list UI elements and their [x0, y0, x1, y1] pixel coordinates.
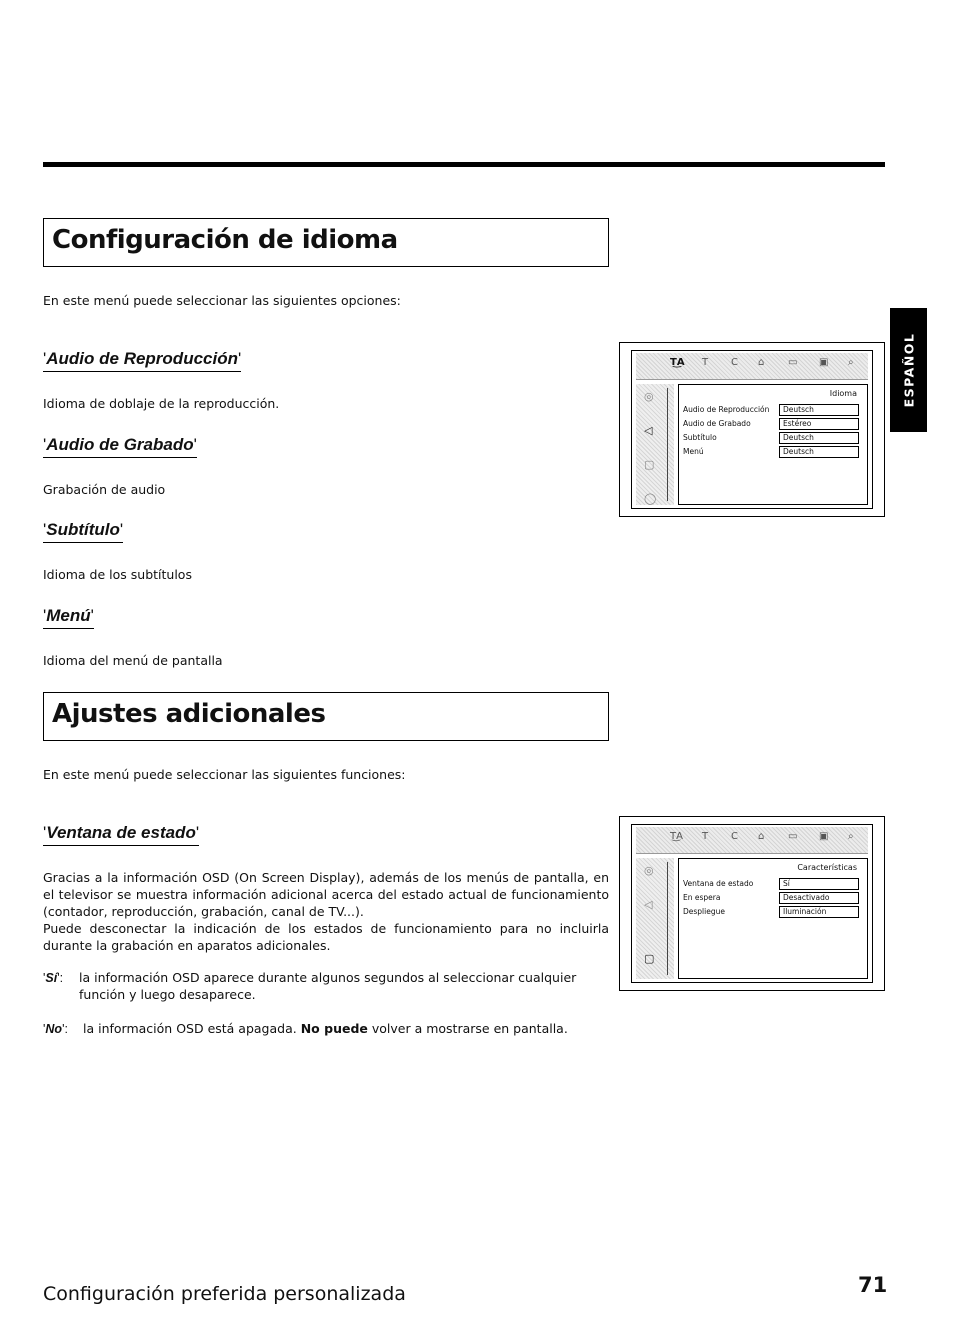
osd-panel-title: Idioma	[829, 389, 857, 398]
features-icon: ▢	[644, 952, 655, 965]
language-settings-icon: T͜A	[670, 357, 685, 368]
osd-row-label: Despliegue	[683, 907, 725, 916]
osd-screen-idioma	[619, 342, 885, 517]
option-text: la información OSD aparece durante algunos segundos al seleccionar cualquier función y luego desaparece.	[79, 970, 577, 1002]
clock-icon: C	[731, 357, 738, 368]
parental-lock-icon: ⌂	[758, 831, 765, 842]
zoom-icon: ⌕	[848, 357, 854, 368]
osd-row-value[interactable]: Iluminación	[779, 906, 859, 918]
osd-icon-bar	[636, 353, 868, 380]
paragraph: Gracias a la información OSD (On Screen Display), además de los menús de pantalla, en el televisor se muestra información adicional acerca del estado actual de funcionamiento (contador, reproducción, grabación, canal de TV...).	[43, 870, 609, 919]
osd-row[interactable]	[683, 404, 859, 416]
speaker-icon: ◁	[644, 898, 653, 911]
section-intro: En este menú puede seleccionar las siguientes opciones:	[43, 293, 401, 308]
osd-row-value[interactable]: Estéreo	[779, 418, 859, 430]
section-title: Ajustes adicionales	[52, 699, 326, 729]
section-intro: En este menú puede seleccionar las siguientes funciones:	[43, 767, 406, 782]
camera-icon: ▣	[819, 831, 829, 842]
osd-panel	[678, 858, 868, 979]
osd-screen-caracteristicas	[619, 816, 885, 991]
section-title: Configuración de idioma	[52, 225, 398, 255]
osd-row-label: Audio de Reproducción	[683, 405, 770, 414]
language-tab-label: ESPAÑOL	[901, 332, 916, 408]
screen-icon: ▭	[788, 357, 798, 368]
osd-row[interactable]	[683, 446, 859, 458]
disc-icon: ◎	[644, 864, 654, 877]
osd-side-scroll-line	[667, 388, 668, 501]
osd-row-value[interactable]: Desactivado	[779, 892, 859, 904]
description: Idioma de doblaje de la reproducción.	[43, 396, 280, 411]
osd-row[interactable]	[683, 892, 859, 904]
osd-row-label: En espera	[683, 893, 721, 902]
description: Grabación de audio	[43, 482, 166, 497]
time-icon: T	[702, 357, 709, 368]
screen-icon: ▭	[788, 831, 798, 842]
osd-row-label: Ventana de estado	[683, 879, 754, 888]
osd-icon-bar	[636, 827, 868, 854]
osd-row[interactable]	[683, 418, 859, 430]
top-rule	[43, 162, 885, 167]
osd-panel-title: Características	[797, 863, 857, 872]
subheading-subtitulo: 'Subtítulo'	[43, 520, 123, 543]
osd-row-value[interactable]: Deutsch	[779, 446, 859, 458]
osd-row[interactable]	[683, 432, 859, 444]
option-text-bold: No puede	[300, 1021, 368, 1036]
subtitle-icon: ▢	[644, 458, 655, 471]
camera-icon: ▣	[819, 357, 829, 368]
description: Idioma del menú de pantalla	[43, 653, 223, 668]
paragraph: Puede desconectar la indicación de los estados de funcionamiento para no incluirla durante la grabación en aparatos adicionales.	[43, 921, 609, 953]
option-no	[43, 1020, 603, 1038]
clock-icon: C	[731, 831, 738, 842]
footer-title: Configuración preferida personalizada	[43, 1283, 406, 1305]
osd-frame	[631, 824, 873, 983]
osd-row-value[interactable]: Deutsch	[779, 404, 859, 416]
option-si	[43, 969, 603, 1003]
osd-side-menu	[636, 384, 674, 505]
speaker-icon: ◁	[644, 424, 653, 437]
option-key: 'No':	[43, 1022, 68, 1036]
section-title-box	[43, 692, 609, 741]
osd-row-value[interactable]: Deutsch	[779, 432, 859, 444]
description: Idioma de los subtítulos	[43, 567, 192, 582]
menu-icon: ◯	[644, 492, 657, 505]
osd-row-label: Menú	[683, 447, 704, 456]
time-icon: T	[702, 831, 709, 842]
language-tab	[890, 308, 927, 432]
subheading-audio-grabado: 'Audio de Grabado'	[43, 435, 197, 458]
osd-row-label: Subtítulo	[683, 433, 717, 442]
osd-panel	[678, 384, 868, 505]
osd-side-scroll-line	[667, 862, 668, 975]
osd-row-value[interactable]: Sí	[779, 878, 859, 890]
zoom-icon: ⌕	[848, 831, 854, 842]
language-settings-icon: T͜A	[670, 831, 683, 842]
subheading-audio-reproduccion: 'Audio de Reproducción'	[43, 349, 241, 372]
osd-row-label: Audio de Grabado	[683, 419, 751, 428]
osd-frame	[631, 350, 873, 509]
osd-row[interactable]	[683, 906, 859, 918]
osd-row[interactable]	[683, 878, 859, 890]
page-number: 71	[858, 1273, 888, 1297]
osd-side-menu	[636, 858, 674, 979]
subheading-menu: 'Menú'	[43, 606, 94, 629]
option-text: volver a mostrarse en pantalla.	[371, 1021, 568, 1036]
disc-icon: ◎	[644, 390, 654, 403]
parental-lock-icon: ⌂	[758, 357, 765, 368]
subheading-ventana-estado: 'Ventana de estado'	[43, 823, 199, 846]
option-key: 'Sí':	[43, 971, 64, 985]
section-title-box	[43, 218, 609, 267]
option-text: la información OSD está apagada.	[83, 1021, 297, 1036]
